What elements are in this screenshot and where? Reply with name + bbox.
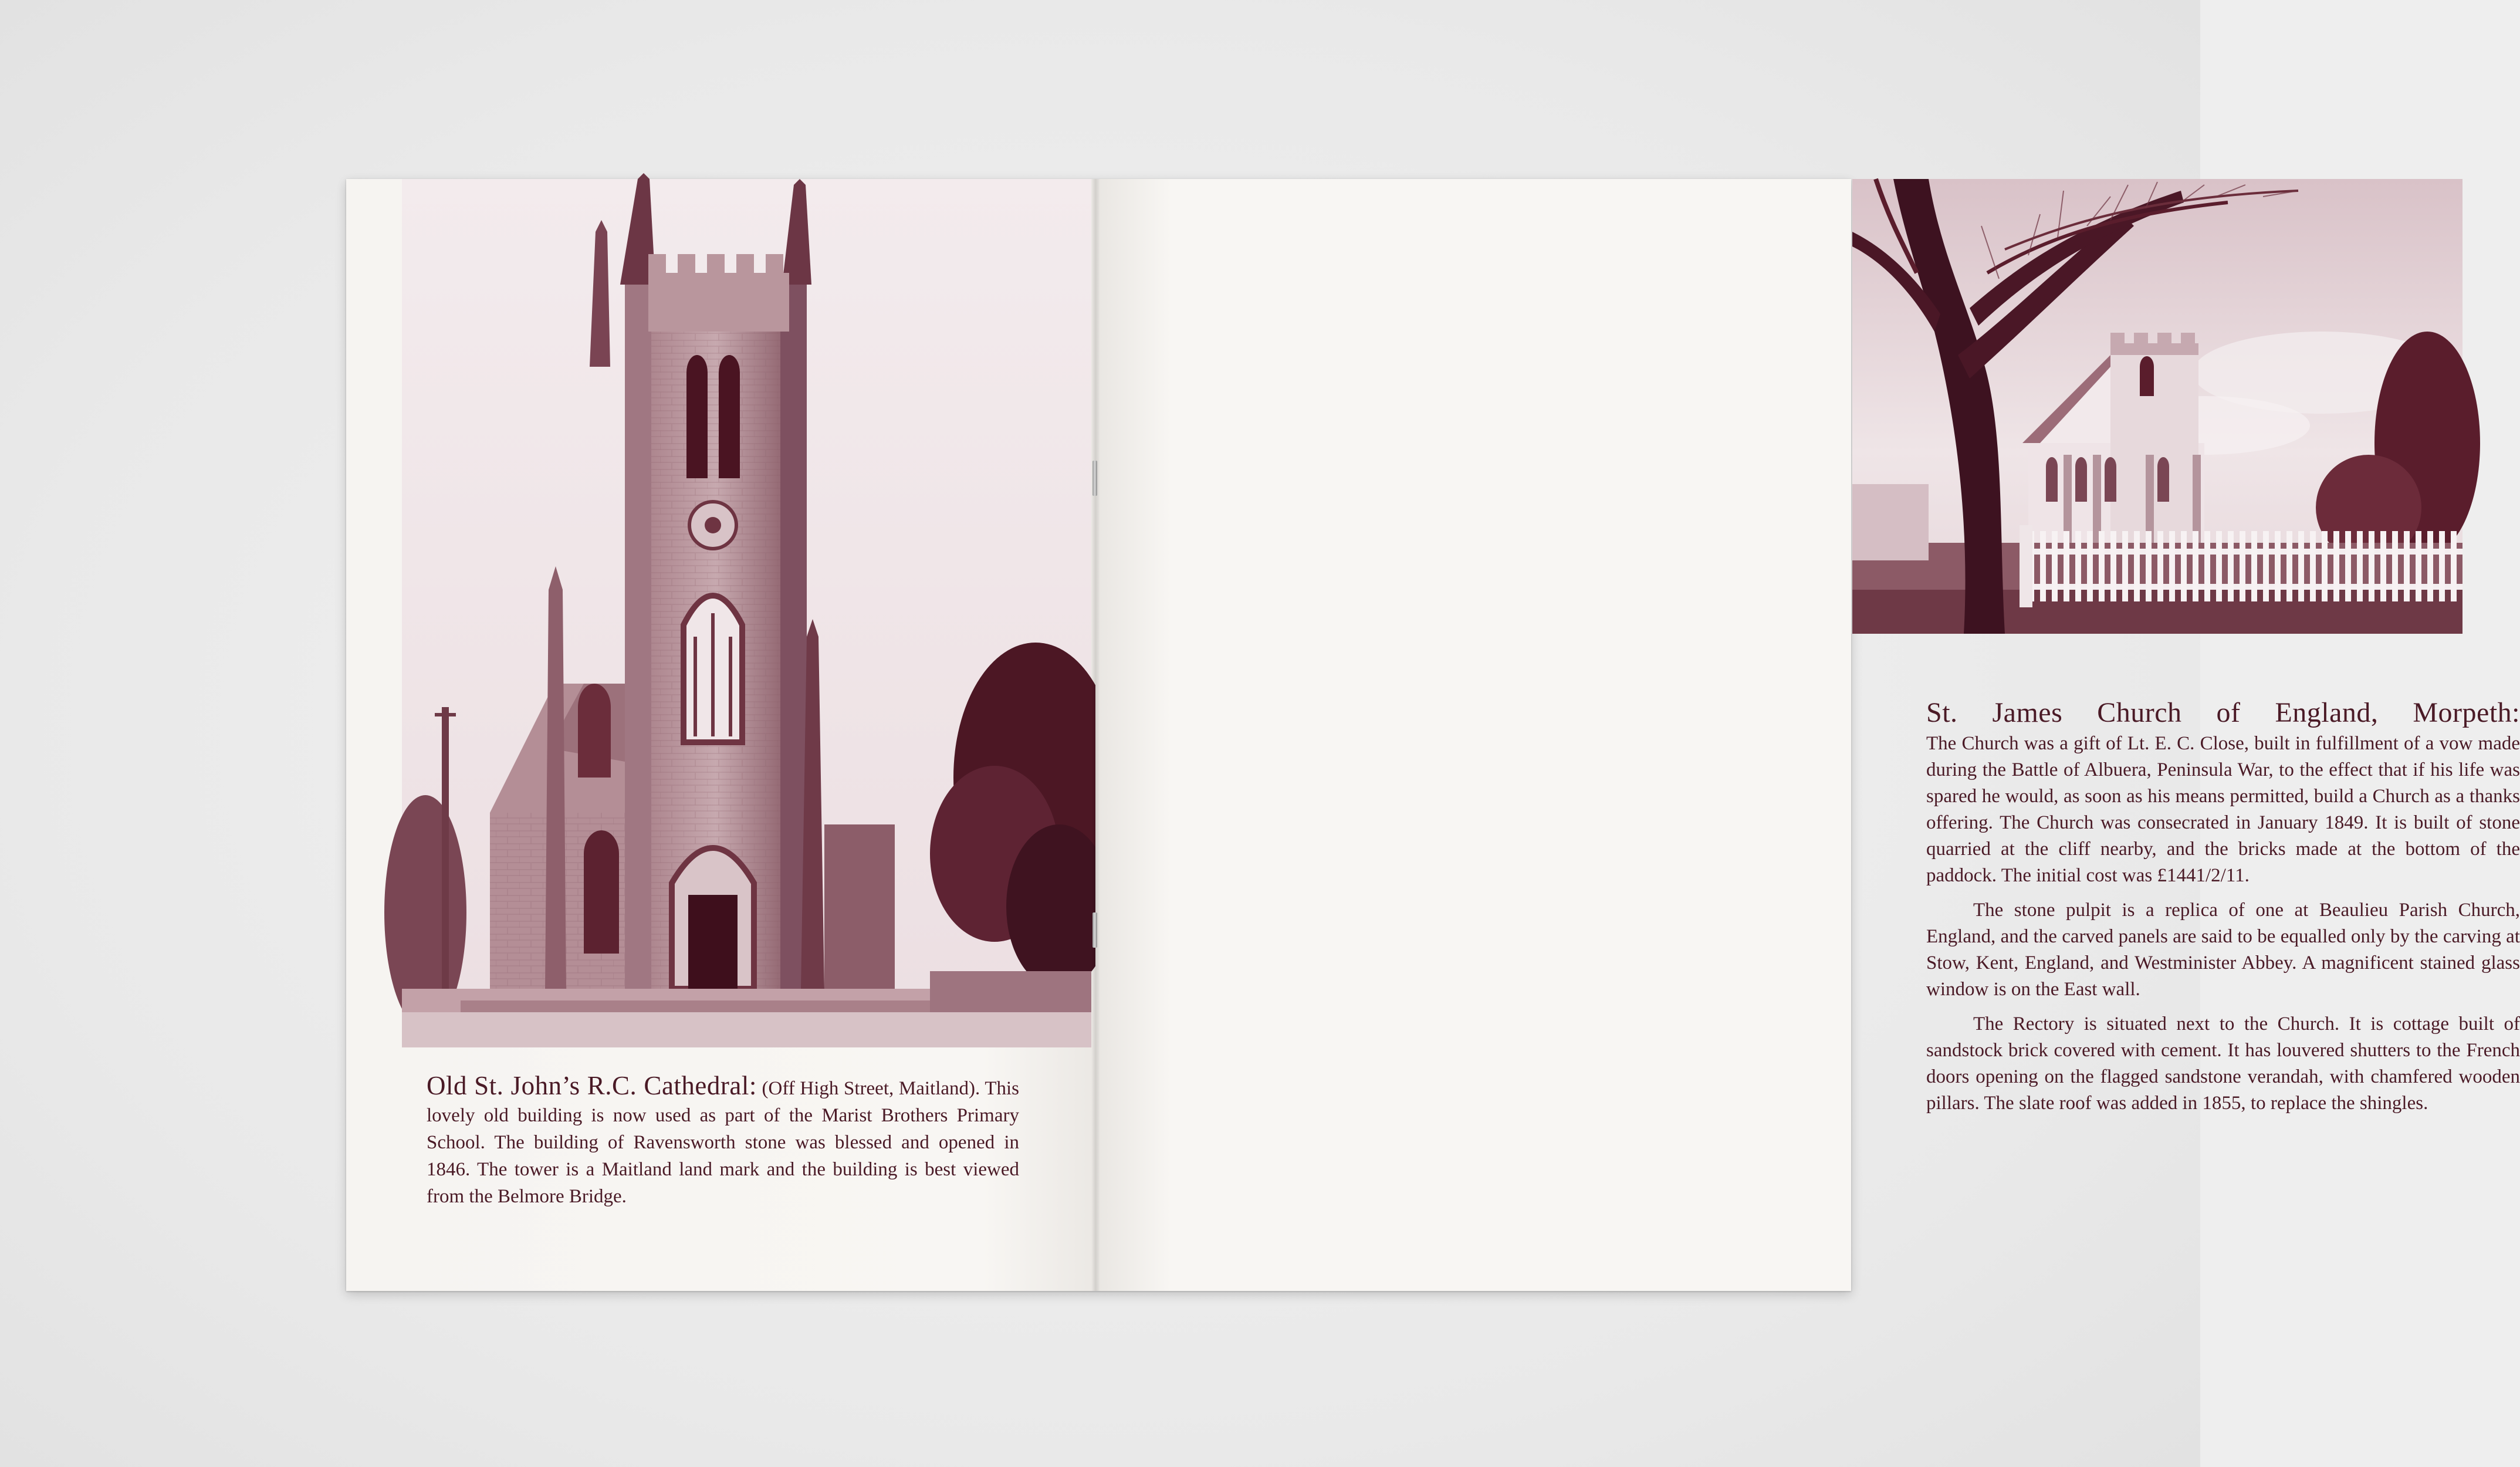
st-james-paragraph-1: The Church was a gift of Lt. E. C. Close, built in fulfillment of a vow made during the Battle of Albuera, Peninsula War, to the effect that if his life was spared he would, as soon as his means permitted, build a Church as a thanks offering. The Church was consecrated in January 1849. It is built of stone quarried at the cliff nearby, and the bricks made at the bottom of the paddock. The initial cost was £1441/2/11.	[1926, 733, 2520, 886]
open-booklet	[346, 179, 2520, 1291]
staple-bottom	[1092, 912, 1097, 948]
cathedral-body: (Off High Street, Maitland). This lovely old building is now used as part of the Marist Brothers Primary School. The building of Ravensworth stone was blessed and opened in 1846. The tower is a Maitland land mark and the building is best viewed from the Belmore Bridge.	[427, 1078, 1019, 1207]
st-james-church-photo	[1852, 179, 2463, 634]
right-page	[1095, 179, 2520, 1291]
booklet-gutter	[1091, 179, 1100, 1291]
st-james-heading: St. James Church of England, Morpeth:	[1926, 697, 2520, 728]
st-james-paragraph-2: The stone pulpit is a replica of one at Beaulieu Parish Church, England, and the carved panels are said to be equalled only by the carving at Stow, Kent, England, and Westminister Abbey. A magnificent stained glass window is on the East wall.	[1926, 900, 2520, 1000]
cathedral-photo	[402, 179, 1091, 1047]
staple-top	[1092, 461, 1097, 496]
st-james-caption	[1926, 695, 2520, 1117]
cathedral-heading: Old St. John’s R.C. Cathedral:	[427, 1071, 757, 1100]
left-page	[346, 179, 1095, 1291]
st-james-paragraph-3: The Rectory is situated next to the Church. It is cottage built of sandstock brick covered with cement. It has louvered shutters to the French doors opening on the flagged sandstone verandah, with chamfered wooden pillars. The slate roof was added in 1855, to replace the shingles.	[1926, 1013, 2520, 1114]
cathedral-caption	[427, 1072, 1019, 1210]
